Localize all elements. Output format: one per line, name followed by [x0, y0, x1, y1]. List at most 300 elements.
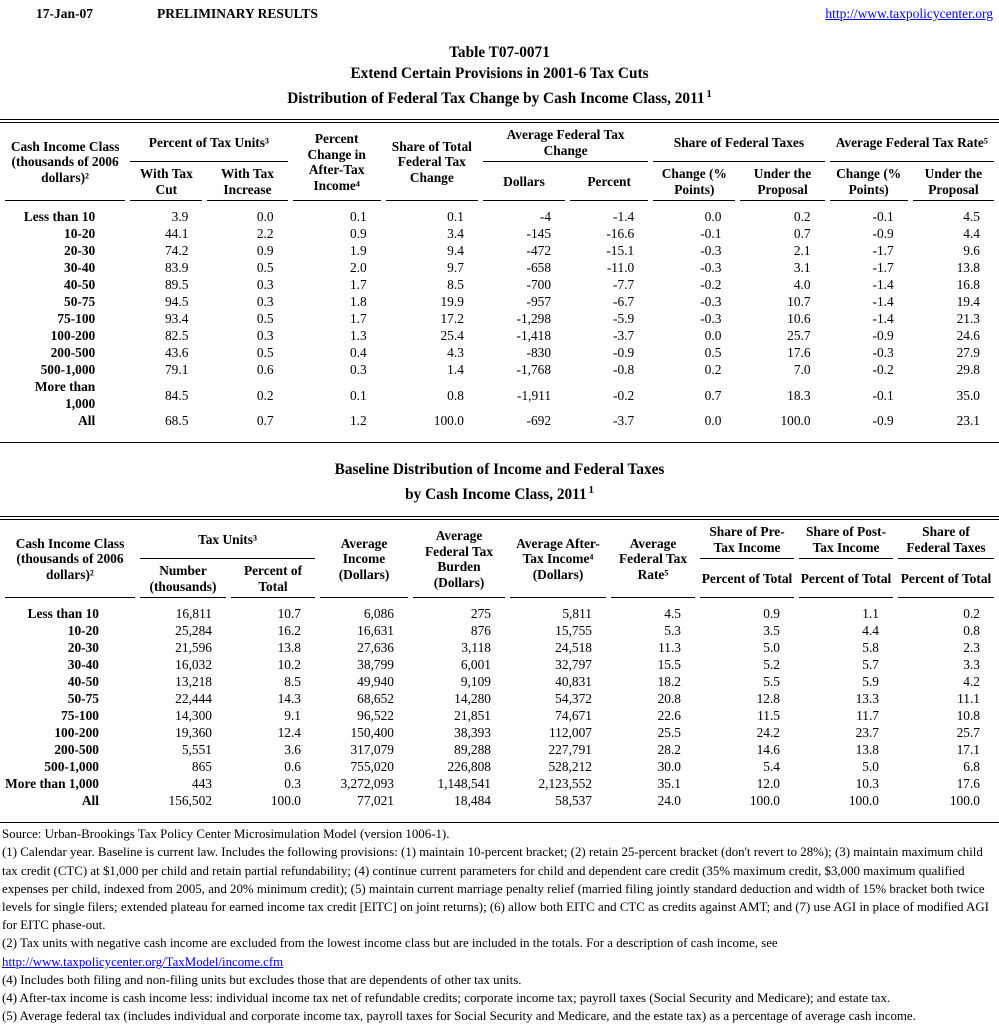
- cell: 11.1: [957, 691, 980, 707]
- cell: 0.2: [704, 362, 722, 378]
- cell: 0.5: [256, 311, 274, 327]
- cell: 43.6: [164, 345, 189, 361]
- cell: 3,118: [461, 640, 491, 656]
- cell: 0.9: [349, 226, 367, 242]
- header-under-proposal: Under the Proposal: [740, 162, 824, 201]
- cell: 0.1: [349, 387, 367, 403]
- header-share-posttax-income: Share of Post-Tax Income: [799, 520, 893, 559]
- cell: 3.3: [963, 657, 980, 673]
- cell: -1,911: [516, 387, 552, 403]
- header-percent-of-total: Percent of Total: [700, 559, 794, 598]
- cell: 22.6: [657, 708, 681, 724]
- cell: -0.3: [872, 345, 894, 361]
- cell: 0.0: [704, 413, 722, 429]
- table-row: [5, 622, 994, 639]
- cell: -0.9: [872, 413, 894, 429]
- cell: 112,007: [548, 725, 592, 741]
- cell: -830: [526, 345, 552, 361]
- header-percent-of-total: Percent of Total: [799, 559, 893, 598]
- cell: 5.9: [862, 674, 879, 690]
- cell: 25.4: [440, 328, 464, 344]
- cell: 5.2: [763, 657, 780, 673]
- header-dollars: Dollars: [483, 162, 565, 201]
- cell: -1.4: [872, 294, 894, 310]
- row-label: 40-50: [64, 277, 96, 293]
- table-row: [5, 293, 994, 310]
- cell: 1.7: [349, 311, 367, 327]
- row-label: 30-40: [64, 260, 96, 276]
- cell: 35.0: [956, 387, 980, 403]
- cell: -3.7: [613, 328, 635, 344]
- header-pct-change-after-tax-income: Percent Change in After-Tax Income⁴: [293, 123, 381, 201]
- cell: -0.9: [872, 328, 894, 344]
- preliminary-results-label: PRELIMINARY RESULTS: [157, 6, 318, 21]
- cell: 9.4: [447, 243, 464, 259]
- footnote-2: (2) Tax units with negative cash income are excluded from the lowest income class but are included in the totals. For a description of cash income, see: [2, 936, 778, 951]
- source-note: Source: Urban-Brookings Tax Policy Center Microsimulation Model (version 1006-1).: [2, 827, 450, 842]
- row-label: 500-1,000: [40, 362, 96, 378]
- cell: 100.0: [749, 793, 780, 809]
- cell: 0.7: [704, 387, 722, 403]
- cell: 156,502: [168, 793, 212, 809]
- header-with-tax-cut: With Tax Cut: [130, 162, 202, 201]
- cell: -0.3: [700, 311, 722, 327]
- table-row: [5, 724, 994, 741]
- cell: 22,444: [175, 691, 212, 707]
- cell: 9,109: [460, 674, 491, 690]
- table-row: [5, 673, 994, 690]
- row-label: 75-100: [57, 311, 96, 327]
- cell: 18,484: [454, 793, 491, 809]
- cell: 96,522: [357, 708, 394, 724]
- cell: -0.9: [613, 345, 635, 361]
- cell: 100.0: [949, 793, 980, 809]
- cell: -5.9: [613, 311, 635, 327]
- cell: 0.5: [704, 345, 722, 361]
- cell: -4: [539, 209, 552, 225]
- cell: -0.2: [613, 387, 635, 403]
- cell: 93.4: [164, 311, 189, 327]
- cell: -11.0: [606, 260, 635, 276]
- cell: 21.3: [956, 311, 980, 327]
- table-row: [5, 361, 994, 378]
- cell: 82.5: [164, 328, 189, 344]
- header-share-federal-taxes: Share of Federal Taxes: [653, 123, 824, 162]
- cell: -0.2: [700, 277, 722, 293]
- cell: 40,831: [555, 674, 592, 690]
- header-tax-units: Tax Units³: [140, 520, 315, 559]
- cell: -7.7: [613, 277, 635, 293]
- cell: -15.1: [606, 243, 635, 259]
- cell: 0.2: [963, 606, 980, 622]
- table-row: [5, 310, 994, 327]
- cell: 5,551: [181, 742, 212, 758]
- cell: 0.5: [256, 260, 274, 276]
- cell: 13,218: [175, 674, 212, 690]
- table1-subtitle2: Distribution of Federal Tax Change by Cash Income Class, 2011 $^1$: [287, 89, 712, 108]
- cell: 4.4: [862, 623, 879, 639]
- cell: 23.1: [956, 413, 980, 429]
- cell: -3.7: [613, 413, 635, 429]
- row-label: 10-20: [67, 623, 99, 639]
- cell: 755,020: [350, 759, 394, 775]
- cell: 28.2: [657, 742, 681, 758]
- cell: 89.5: [164, 277, 189, 293]
- cell: 0.0: [704, 209, 722, 225]
- cell: 528,212: [548, 759, 592, 775]
- cell: 3.4: [447, 226, 464, 242]
- cell: 35.1: [657, 776, 681, 792]
- cell: 84.5: [164, 387, 189, 403]
- cell: 13.8: [277, 640, 301, 656]
- table-row: [5, 758, 994, 775]
- cell: 74,671: [555, 708, 592, 724]
- cell: 2.2: [256, 226, 274, 242]
- footnote-link-line: [0, 953, 999, 971]
- row-label: Less than 10: [27, 606, 99, 622]
- row-label: 200-500: [54, 742, 99, 758]
- cell: 11.5: [757, 708, 780, 724]
- cell: 19,360: [175, 725, 212, 741]
- header-average-federal-tax-burden: Average Federal Tax Burden (Dollars): [413, 520, 505, 598]
- cell: 7.0: [793, 362, 811, 378]
- header-share-federal-taxes: Share of Federal Taxes: [898, 520, 994, 559]
- table-row: [5, 792, 994, 809]
- table-row: [5, 276, 994, 293]
- cell: -692: [526, 413, 552, 429]
- cell: 1.2: [349, 413, 367, 429]
- cell: 5,811: [562, 606, 592, 622]
- row-label: 50-75: [67, 691, 99, 707]
- header-percent-tax-units: Percent of Tax Units³: [130, 123, 287, 162]
- cell: 25.7: [956, 725, 980, 741]
- cell: 4.0: [793, 277, 811, 293]
- cell: 0.9: [256, 243, 274, 259]
- cell: -0.1: [872, 387, 894, 403]
- cell: 1,148,541: [437, 776, 491, 792]
- row-label: 500-1,000: [44, 759, 99, 775]
- cell: 16,032: [175, 657, 212, 673]
- cell: -1.4: [872, 277, 894, 293]
- row-label: All: [78, 413, 96, 429]
- row-label: 10-20: [64, 226, 96, 242]
- cell: 25.7: [787, 328, 811, 344]
- cell: 4.5: [664, 606, 681, 622]
- cell: -1.4: [872, 311, 894, 327]
- table-row: [5, 690, 994, 707]
- row-label: 20-30: [67, 640, 99, 656]
- cell: 275: [470, 606, 491, 622]
- footnote-3: (4) Includes both filing and non-filing units but excludes those that are dependents of other tax units.: [2, 972, 522, 987]
- cell: 6,086: [363, 606, 394, 622]
- header-change-points: Change (% Points): [830, 162, 908, 201]
- cell: 1.4: [447, 362, 464, 378]
- cell: 38,393: [454, 725, 491, 741]
- cell: 23.7: [855, 725, 879, 741]
- cell: 6,001: [460, 657, 491, 673]
- table-row: [5, 775, 994, 792]
- date-label: 17-Jan-07: [36, 6, 93, 21]
- cell: 89,288: [454, 742, 491, 758]
- cell: 0.5: [256, 345, 274, 361]
- table-row: [5, 378, 994, 412]
- cell: 0.3: [284, 776, 301, 792]
- cell: 1.1: [862, 606, 879, 622]
- cell: 12.8: [756, 691, 780, 707]
- cell: 19.9: [440, 294, 464, 310]
- cell: 14,280: [454, 691, 491, 707]
- cell: 6.8: [963, 759, 980, 775]
- header-avg-federal-tax-rate: Average Federal Tax Rate⁵: [830, 123, 994, 162]
- cell: 13.8: [956, 260, 980, 276]
- row-label: 200-500: [50, 345, 96, 361]
- cell: 54,372: [555, 691, 592, 707]
- cell: 17.2: [440, 311, 464, 327]
- cell: 0.8: [447, 387, 464, 403]
- table1-title-block: [0, 42, 999, 109]
- cell: -0.1: [872, 209, 894, 225]
- cell: 226,808: [447, 759, 491, 775]
- cell: 11.7: [856, 708, 879, 724]
- cell: 14,300: [175, 708, 212, 724]
- baseline-distribution-table-wrap: [0, 516, 999, 823]
- cell: -700: [526, 277, 552, 293]
- cell: 0.3: [349, 362, 367, 378]
- table2-title: Baseline Distribution of Income and Federal Taxes: [334, 461, 665, 479]
- row-label: 30-40: [67, 657, 99, 673]
- cell: 10.2: [277, 657, 301, 673]
- header-change-points: Change (% Points): [653, 162, 735, 201]
- cell: 24.6: [956, 328, 980, 344]
- cell: 25.5: [657, 725, 681, 741]
- row-label: All: [81, 793, 99, 809]
- cell: -0.2: [872, 362, 894, 378]
- header-income-class: Cash Income Class (thousands of 2006 dollars)²: [5, 123, 125, 201]
- cell: 25,284: [175, 623, 212, 639]
- cell: 24,518: [555, 640, 592, 656]
- cell: 100.0: [780, 413, 811, 429]
- cell: 21,851: [454, 708, 491, 724]
- cell: 1.7: [349, 277, 367, 293]
- cell: -1,418: [516, 328, 552, 344]
- cell: -16.6: [606, 226, 635, 242]
- cell: 3.9: [171, 209, 189, 225]
- cell: 2,123,552: [538, 776, 592, 792]
- cell: 100.0: [433, 413, 464, 429]
- cell: 16.2: [277, 623, 301, 639]
- cell: 49,940: [357, 674, 394, 690]
- cell: 0.6: [256, 362, 274, 378]
- cell: 58,537: [555, 793, 592, 809]
- cell: -0.3: [700, 260, 722, 276]
- cell: 74.2: [164, 243, 189, 259]
- taxpolicycenter-link[interactable]: http://www.taxpolicycenter.org: [825, 6, 993, 21]
- cell: 18.2: [657, 674, 681, 690]
- baseline-distribution-table: [0, 520, 999, 809]
- cell: 2.1: [793, 243, 811, 259]
- cell: 83.9: [164, 260, 189, 276]
- cell: 3.1: [793, 260, 811, 276]
- cell: 94.5: [164, 294, 189, 310]
- cell: 15,755: [555, 623, 592, 639]
- cell: 3,272,093: [340, 776, 394, 792]
- cell: 876: [470, 623, 491, 639]
- row-label: More than 1,000: [34, 379, 96, 412]
- table-row: [5, 225, 994, 242]
- footnote-ref-1: 1: [588, 485, 594, 497]
- cell: -0.9: [872, 226, 894, 242]
- cell: 17.6: [956, 776, 980, 792]
- header-avg-federal-tax-change: Average Federal Tax Change: [483, 123, 648, 162]
- cell: 4.4: [963, 226, 980, 242]
- cell: -1.7: [872, 260, 894, 276]
- cell: 0.8: [963, 623, 980, 639]
- cell: 17.1: [956, 742, 980, 758]
- cell: 12.0: [756, 776, 780, 792]
- cell: 1.8: [349, 294, 367, 310]
- cell: 0.0: [704, 328, 722, 344]
- cell: 3.6: [284, 742, 301, 758]
- cell: 1.9: [349, 243, 367, 259]
- cell: 17.6: [787, 345, 811, 361]
- table-row: [5, 656, 994, 673]
- cell: 8.5: [447, 277, 464, 293]
- cell: 8.5: [284, 674, 301, 690]
- cell: -1,298: [516, 311, 552, 327]
- cell: 2.3: [963, 640, 980, 656]
- cell: 18.3: [787, 387, 811, 403]
- cell: 16.8: [956, 277, 980, 293]
- table2-subtitle: by Cash Income Class, 2011 $^1$: [405, 485, 594, 504]
- row-label: 100-200: [50, 328, 96, 344]
- header-percent: Percent: [570, 162, 648, 201]
- table-row: [5, 412, 994, 429]
- cell: 100.0: [270, 793, 301, 809]
- cell: 0.9: [763, 606, 780, 622]
- cell: 13.8: [855, 742, 879, 758]
- table-row: [5, 639, 994, 656]
- cell: -0.1: [700, 226, 722, 242]
- cell: 5.7: [862, 657, 879, 673]
- cell: 10.7: [787, 294, 811, 310]
- header-under-proposal: Under the Proposal: [913, 162, 994, 201]
- cell: 5.0: [862, 759, 879, 775]
- cell: 30.0: [657, 759, 681, 775]
- cell: -0.3: [700, 294, 722, 310]
- cell: 14.3: [277, 691, 301, 707]
- cell: 79.1: [164, 362, 189, 378]
- cell: 77,021: [357, 793, 394, 809]
- cell: 68.5: [164, 413, 189, 429]
- cell: 14.6: [756, 742, 780, 758]
- cell: 21,596: [175, 640, 212, 656]
- footnotes: [0, 825, 999, 1025]
- income-definition-link[interactable]: http://www.taxpolicycenter.org/TaxModel/income.cfm: [2, 954, 284, 969]
- table-row: [5, 707, 994, 724]
- cell: 0.0: [256, 209, 274, 225]
- cell: 32,797: [555, 657, 592, 673]
- federal-tax-change-table-wrap: [0, 119, 999, 443]
- table-row: [5, 598, 994, 622]
- cell: 0.1: [349, 209, 367, 225]
- cell: 2.0: [349, 260, 367, 276]
- footnote-5: (5) Average federal tax (includes individual and corporate income tax, payroll taxes for Social Security and Medicare, and the estate tax) as a percentage of average cash income.: [2, 1009, 916, 1024]
- cell: 0.1: [447, 209, 464, 225]
- cell: 68,652: [357, 691, 394, 707]
- cell: -957: [526, 294, 552, 310]
- cell: -6.7: [613, 294, 635, 310]
- cell: 16,631: [357, 623, 394, 639]
- footnote-ref-1: 1: [706, 89, 712, 100]
- cell: 5.4: [763, 759, 780, 775]
- cell: 19.4: [956, 294, 980, 310]
- cell: 0.2: [793, 209, 811, 225]
- cell: 24.2: [756, 725, 780, 741]
- table-row: [5, 259, 994, 276]
- table-row: [5, 201, 994, 225]
- cell: 9.1: [284, 708, 301, 724]
- cell: 20.8: [657, 691, 681, 707]
- cell: -1.7: [872, 243, 894, 259]
- footnote-1: (1) Calendar year. Baseline is current law. Includes the following provisions: (1) maintain 10-percent bracket; (2) retain 25-percent bracket (don't revert to 28%); (3) maintain maximum child tax credit (CTC) at $1,000 per child and retain partial refundability; (4) continue current parameters for child and dependent care credit (35% maximum credit, $3,000 maximum qualified expenses per child, indexed from 2005, and 20% minimum credit); (5) maintain current marriage penalty relief (married filing jointly standard deduction and width of 15% bracket both twice levels for single filers; extended plateau for earned income tax credit [EITC] on joint returns); (6) allow both EITC and CTC as credits against AMT; and (7) use AGI in place of modified AGI for EITC phase-out.: [2, 845, 989, 933]
- header-percent-of-total: Percent of Total: [898, 559, 994, 598]
- cell: -1,768: [516, 362, 552, 378]
- cell: 27.9: [956, 345, 980, 361]
- cell: 100.0: [848, 793, 879, 809]
- cell: 0.3: [256, 277, 274, 293]
- cell: 10.8: [956, 708, 980, 724]
- cell: 4.2: [963, 674, 980, 690]
- cell: 24.0: [657, 793, 681, 809]
- table-number-title: Table T07-0071: [449, 44, 550, 61]
- header-share-pretax-income: Share of Pre-Tax Income: [700, 520, 794, 559]
- cell: 5.0: [763, 640, 780, 656]
- table-row: [5, 344, 994, 361]
- federal-tax-change-table: [0, 123, 999, 429]
- cell: 0.4: [349, 345, 367, 361]
- header-average-after-tax-income: Average After-Tax Income⁴ (Dollars): [510, 520, 606, 598]
- cell: 0.7: [256, 413, 274, 429]
- table-row: [5, 242, 994, 259]
- cell: 11.3: [658, 640, 681, 656]
- cell: 4.5: [963, 209, 980, 225]
- table-row: [5, 741, 994, 758]
- table1-subtitle: Extend Certain Provisions in 2001-6 Tax Cuts: [350, 65, 649, 82]
- cell: -658: [526, 260, 552, 276]
- row-label: 100-200: [54, 725, 99, 741]
- cell: -145: [526, 226, 552, 242]
- cell: 29.8: [956, 362, 980, 378]
- row-label: 50-75: [64, 294, 96, 310]
- cell: 4.3: [447, 345, 464, 361]
- footnote-4: (4) After-tax income is cash income less: individual income tax net of refundable credits; corporate income tax; payroll taxes (Social Security and Medicare); and estate tax.: [2, 991, 891, 1006]
- cell: 5.5: [763, 674, 780, 690]
- cell: 5.3: [664, 623, 681, 639]
- cell: 9.6: [963, 243, 980, 259]
- header-share-total-tax-change: Share of Total Federal Tax Change: [386, 123, 478, 201]
- row-label: More than 1,000: [5, 776, 99, 792]
- cell: 10.3: [855, 776, 879, 792]
- cell: -472: [526, 243, 552, 259]
- page-header: [0, 0, 999, 22]
- header-average-federal-tax-rate: Average Federal Tax Rate⁵: [611, 520, 695, 598]
- cell: 10.6: [787, 311, 811, 327]
- cell: 443: [191, 776, 212, 792]
- cell: 317,079: [350, 742, 394, 758]
- cell: 16,811: [175, 606, 212, 622]
- cell: 0.3: [256, 328, 274, 344]
- row-label: 75-100: [61, 708, 99, 724]
